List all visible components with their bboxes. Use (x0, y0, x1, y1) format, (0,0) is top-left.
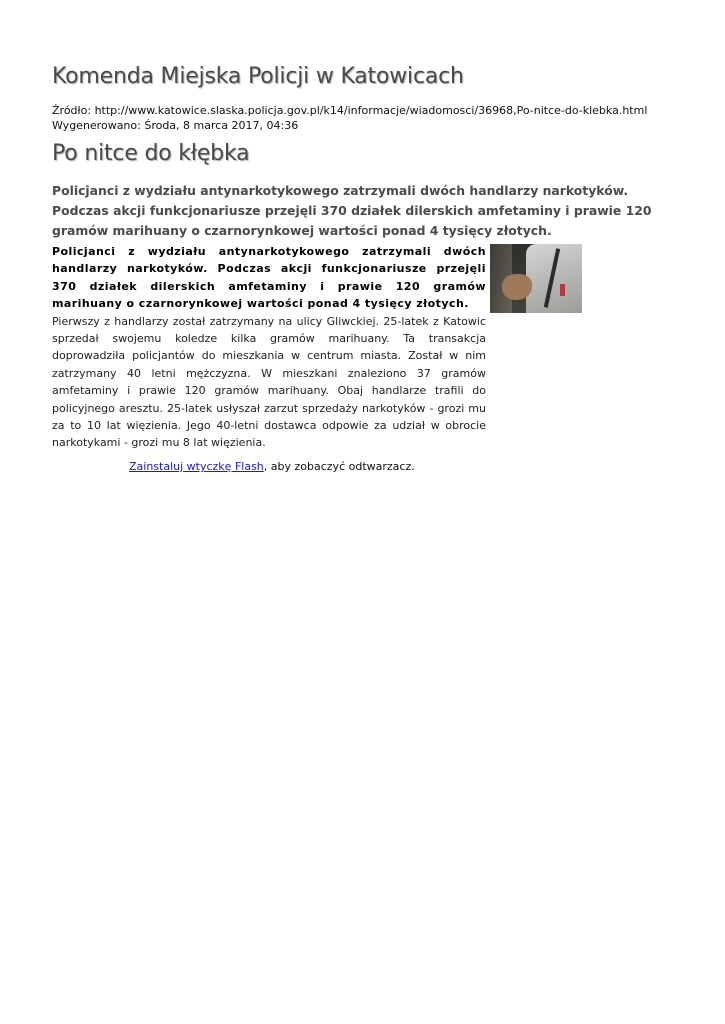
photo-hand (502, 274, 532, 300)
article-lead: Policjanci z wydziału antynarkotykowego zatrzymali dwóch handlarzy narkotyków. Podczas akcji funkcjonariusze przejęli 370 działek dilerskich amfetaminy i prawie 120 gramów marihuany o czarnorynkowej wartości ponad 4 tysięcy złotych. (52, 183, 652, 238)
article-photo (490, 244, 582, 313)
source-line: Źródło: http://www.katowice.slaska.policja.gov.pl/k14/informacje/wiadomosci/36968,Po-nitce-do-klebka.html (52, 104, 648, 117)
article-title: Po nitce do kłębka (52, 141, 250, 166)
article-body-text: Pierwszy z handlarzy został zatrzymany na ulicy Gliwckiej. 25-latek z Katowic sprzedał swojemu koledze kilka gramów marihuany. Ta transakcja doprowadziła policjantów do mieszkania w centrum miasta. Został w nim zatrzymany 40 letni mężczyzna. W mieszkani znaleziono 37 gramów amfetaminy i prawie 120 gramów marihuany. Obaj handlarze trafili do policyjnego aresztu. 25-latek usłyszał zarzut sprzedaży narkotyków - grozi mu za to 10 lat więzienia. Jego 40-letni dostawca odpowie za udział w obrocie narkotykami - grozi mu 8 lat więzienia. (52, 314, 486, 450)
flash-notice-suffix: , aby zobaczyć odtwarzacz. (263, 460, 415, 473)
article-body (52, 243, 486, 452)
generated-line: Wygenerowano: Środa, 8 marca 2017, 04:36 (52, 119, 299, 132)
flash-notice (129, 460, 415, 474)
photo-accent (560, 284, 565, 296)
site-title: Komenda Miejska Policji w Katowicach (52, 64, 464, 89)
install-flash-link[interactable]: Zainstaluj wtyczkę Flash (129, 460, 264, 473)
article-body-intro: Policjanci z wydziału antynarkotykowego zatrzymali dwóch handlarzy narkotyków. Podczas akcji funkcjonariusze przejęli 370 działek dilerskich amfetaminy i prawie 120 gramów marihuany o czarnorynkowej wartości ponad 4 tysięcy złotych. (52, 245, 486, 311)
document-meta (52, 103, 647, 133)
